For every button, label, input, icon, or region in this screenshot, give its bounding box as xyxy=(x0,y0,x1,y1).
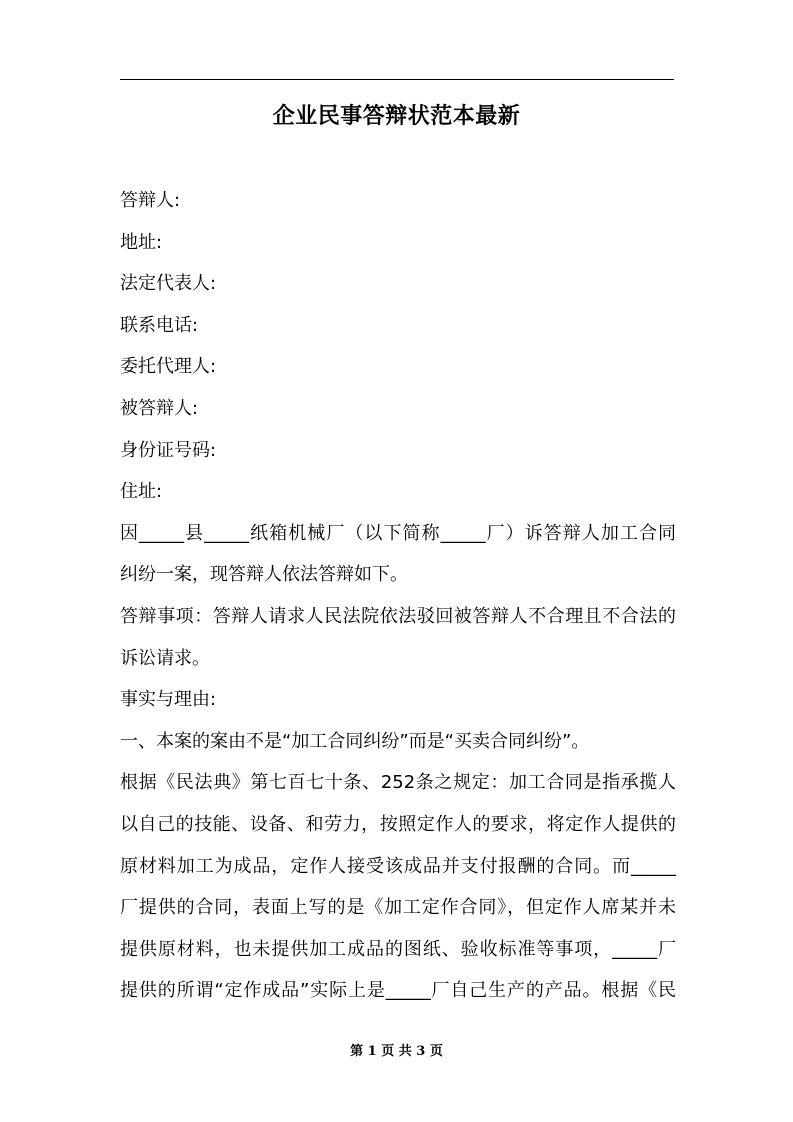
paragraph-line: 根据《民法典》第七百七十条、252条之规定：加工合同是指承揽人 xyxy=(120,772,676,794)
field-respondee: 被答辩人: xyxy=(120,397,199,419)
paragraph-line: 提供的所谓“定作成品”实际上是_____厂自己生产的产品。根据《民 xyxy=(120,980,676,1002)
paragraph-line: 厂提供的合同，表面上写的是《加工定作合同》，但定作人席某并未 xyxy=(120,897,676,919)
paragraph-line: 因_____县_____纸箱机械厂（以下简称_____厂）诉答辩人加工合同 xyxy=(120,522,676,544)
field-respondent: 答辩人: xyxy=(120,190,181,211)
paragraph-line: 以自己的技能、设备、和劳力，按照定作人的要求，将定作人提供的 xyxy=(120,813,676,835)
field-phone: 联系电话: xyxy=(120,314,199,336)
paragraph-line: 提供原材料，也未提供加工成品的图纸、验收标准等事项，_____厂 xyxy=(120,938,676,960)
field-agent: 委托代理人: xyxy=(120,356,217,378)
field-address: 地址: xyxy=(120,231,163,253)
paragraph-line: 诉讼请求。 xyxy=(120,647,210,669)
paragraph-line: 一、本案的案由不是“加工合同纠纷”而是“买卖合同纠纷”。 xyxy=(120,730,590,752)
field-id-number: 身份证号码: xyxy=(120,439,217,461)
paragraph-line: 原材料加工为成品，定作人接受该成品并支付报酬的合同。而_____ xyxy=(120,855,676,877)
paragraph-line: 答辩事项：答辩人请求人民法院依法驳回被答辩人不合理且不合法的 xyxy=(120,605,676,627)
page-number: 第 1 页 共 3 页 xyxy=(350,1044,443,1059)
field-residence: 住址: xyxy=(120,481,163,503)
field-legal-representative: 法定代表人: xyxy=(120,273,217,295)
document-title: 企业民事答辩状范本最新 xyxy=(272,104,521,129)
paragraph-line: 纠纷一案，现答辩人依法答辩如下。 xyxy=(120,564,408,586)
header-rule xyxy=(120,79,674,80)
section-heading: 事实与理由: xyxy=(120,689,217,711)
document-body xyxy=(120,183,676,1015)
